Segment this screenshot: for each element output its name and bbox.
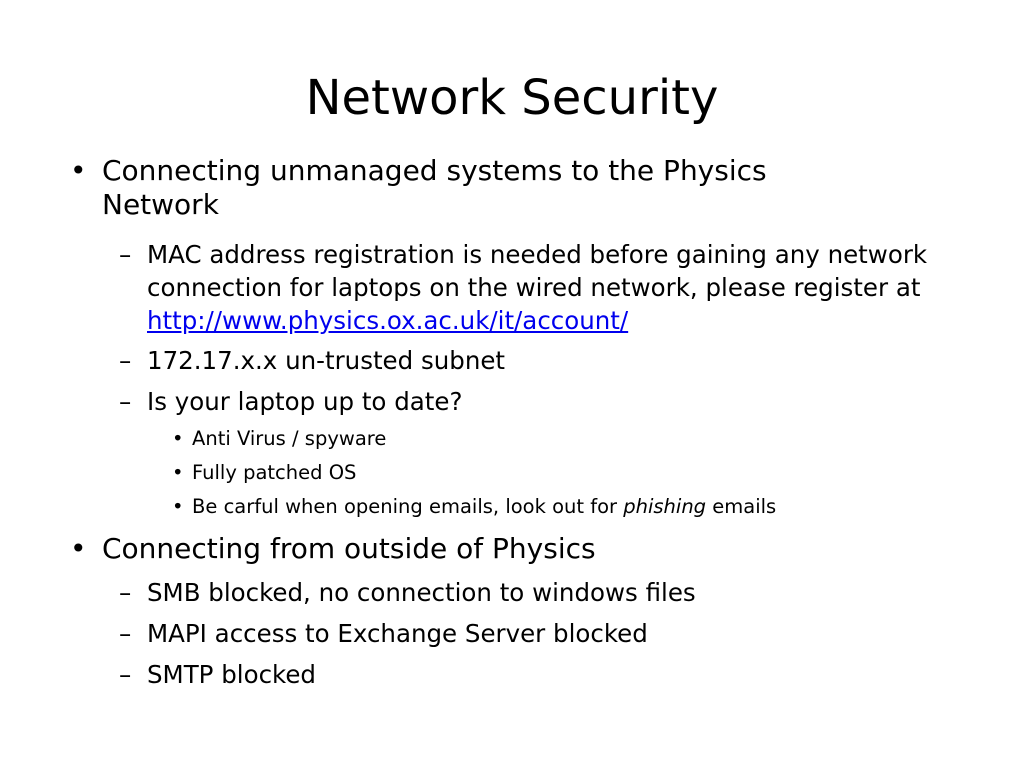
subsubbullet-antivirus <box>172 427 972 451</box>
bullet-marker: • <box>70 532 87 565</box>
subbullet-untrusted-subnet <box>119 344 977 377</box>
subbullet-text: MAC address registration is needed before gaining any network connection for laptops on the wired network, please register at <box>147 240 928 302</box>
bullet-marker: • <box>70 154 87 187</box>
bullet-text: Connecting unmanaged systems to the Physics Network <box>102 154 767 221</box>
subsubbullet-text: Anti Virus / spyware <box>192 427 387 450</box>
subbullet-mapi-blocked <box>119 617 977 650</box>
account-registration-link[interactable]: http://www.physics.ox.ac.uk/it/account/ <box>147 306 629 335</box>
subsubbullet-text: Fully patched OS <box>192 461 357 484</box>
dash-marker: – <box>119 619 132 648</box>
subbullet-text: Is your laptop up to date? <box>147 387 463 416</box>
bullet-unmanaged-systems <box>70 154 882 222</box>
subbullet-text: MAPI access to Exchange Server blocked <box>147 619 648 648</box>
subsubbullet-text: Be carful when opening emails, look out for <box>192 495 624 518</box>
subbullet-text: SMB blocked, no connection to windows files <box>147 578 696 607</box>
subbullet-mac-registration <box>119 238 977 337</box>
bullet-text: Connecting from outside of Physics <box>102 532 596 565</box>
subbullet-text: SMTP blocked <box>147 660 316 689</box>
bullet-marker: • <box>172 427 184 450</box>
bullet-outside-physics <box>70 532 882 566</box>
dash-marker: – <box>119 578 132 607</box>
subbullet-smtp-blocked <box>119 658 977 691</box>
subbullet-laptop-up-to-date <box>119 385 977 418</box>
subsubbullet-phishing <box>172 495 972 519</box>
dash-marker: – <box>119 240 132 269</box>
bullet-marker: • <box>172 495 184 518</box>
subsubbullet-text-end: emails <box>706 495 777 518</box>
dash-marker: – <box>119 346 132 375</box>
subbullet-smb-blocked <box>119 576 977 609</box>
phishing-emphasis: phishing <box>623 495 707 518</box>
dash-marker: – <box>119 660 132 689</box>
subsubbullet-patched-os <box>172 461 972 485</box>
dash-marker: – <box>119 387 132 416</box>
slide-title: Network Security <box>305 70 719 126</box>
bullet-marker: • <box>172 461 184 484</box>
subbullet-text: 172.17.x.x un-trusted subnet <box>147 346 506 375</box>
